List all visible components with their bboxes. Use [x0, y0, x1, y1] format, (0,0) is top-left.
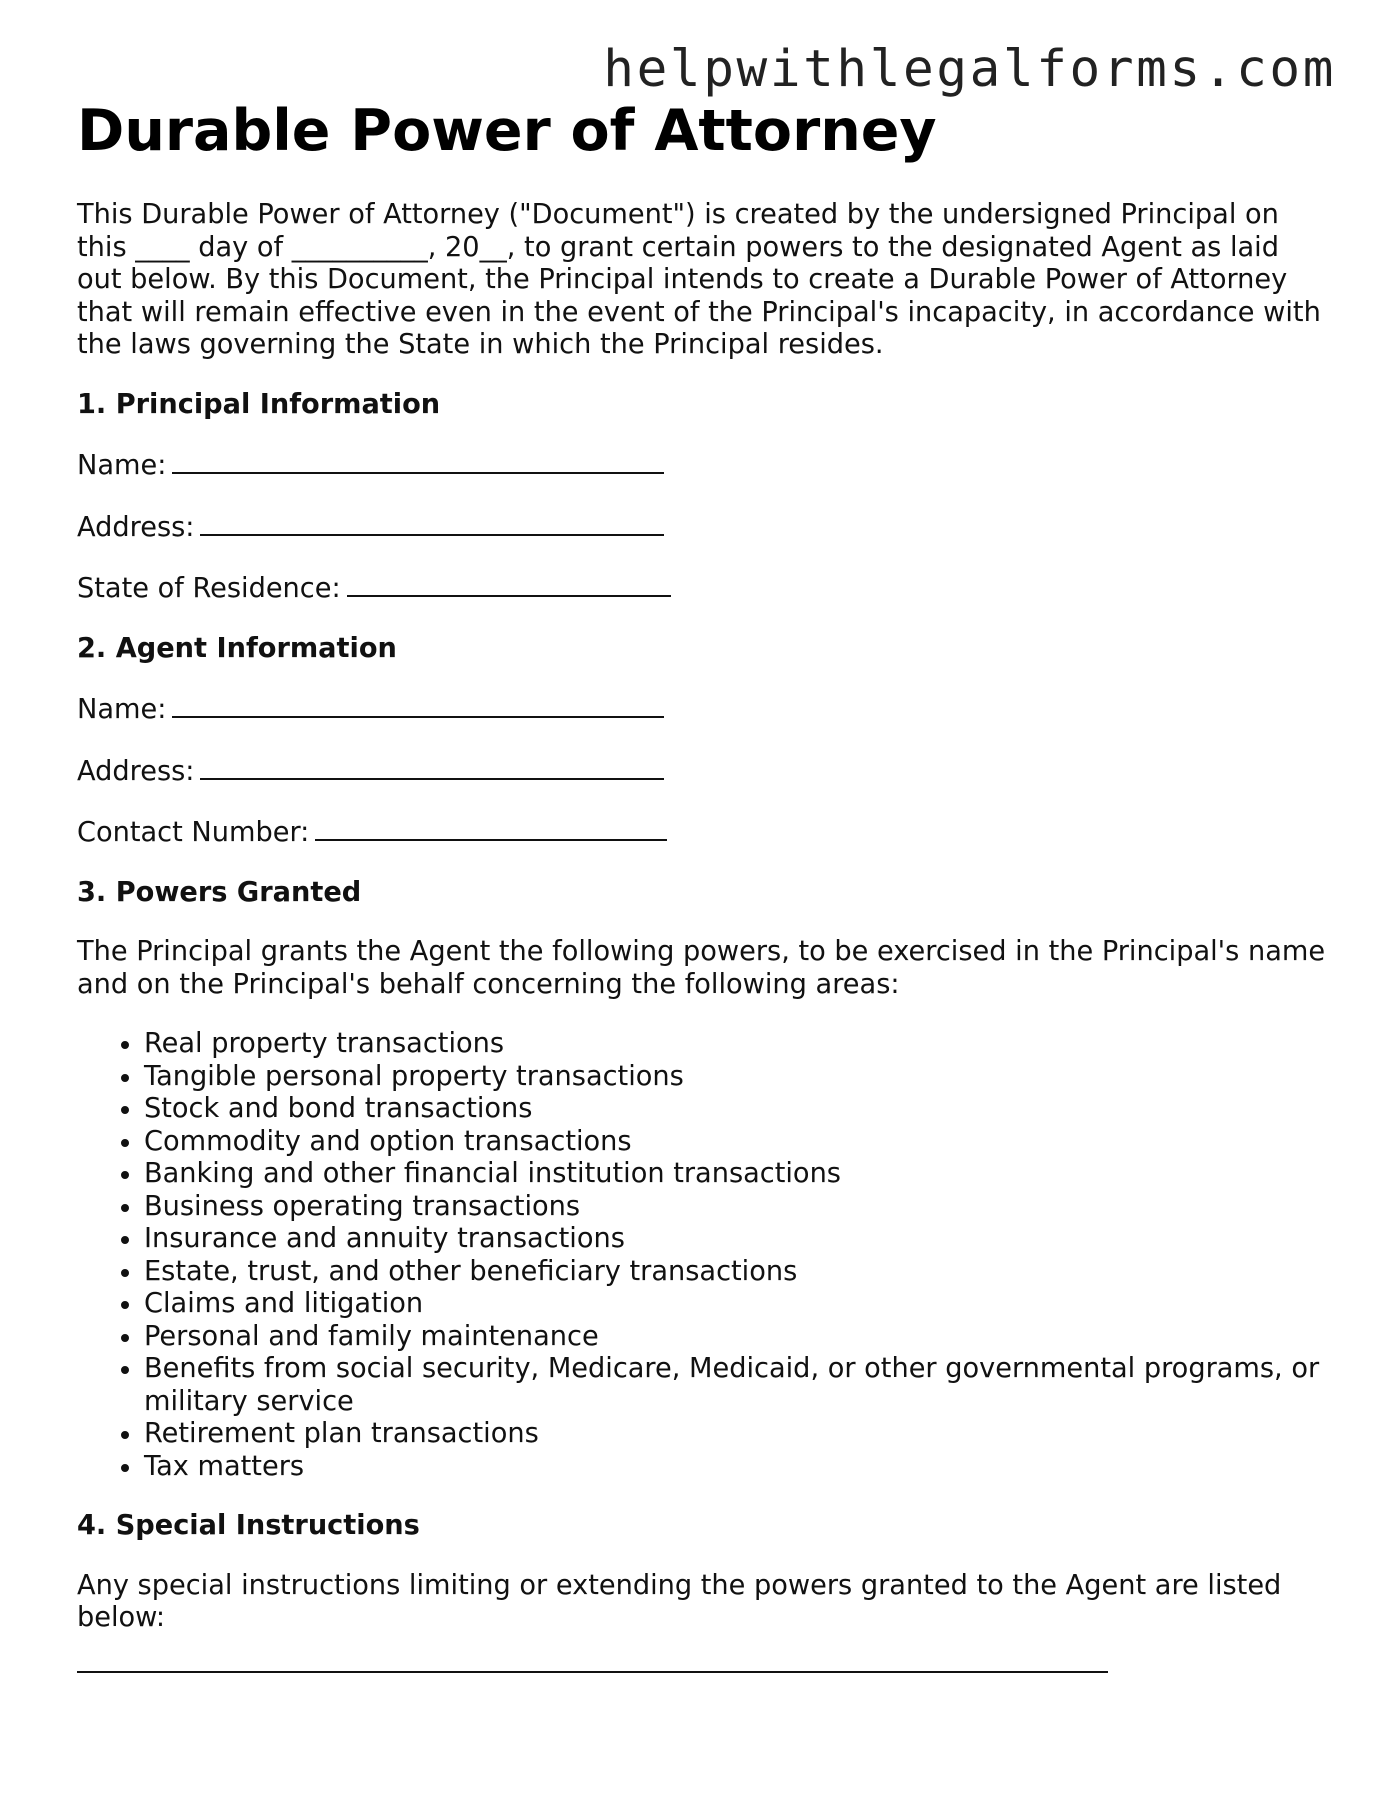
list-item: Banking and other financial institution transactions — [144, 1158, 1327, 1191]
list-item: Commodity and option transactions — [144, 1126, 1327, 1159]
list-item: Tangible personal property transactions — [144, 1061, 1327, 1094]
principal-address-field — [77, 510, 1327, 545]
principal-heading: 1. Principal Information — [77, 388, 441, 420]
list-item: Tax matters — [144, 1451, 1327, 1484]
list-item: Business operating transactions — [144, 1191, 1327, 1224]
document-body — [77, 199, 1327, 1673]
principal-address-label: Address: — [77, 511, 195, 543]
list-item: Insurance and annuity transactions — [144, 1223, 1327, 1256]
list-item: Estate, trust, and other beneficiary transactions — [144, 1256, 1327, 1289]
site-watermark: helpwithlegalforms.com — [603, 40, 1336, 99]
agent-heading: 2. Agent Information — [77, 632, 397, 664]
principal-name-blank[interactable] — [172, 448, 664, 474]
powers-heading: 3. Powers Granted — [77, 876, 362, 908]
powers-paragraph: The Principal grants the Agent the following powers, to be exercised in the Principal's name and on the Principal's behalf concerning the following areas: — [77, 936, 1326, 1000]
agent-contact-label: Contact Number: — [77, 817, 310, 848]
agent-address-label: Address: — [77, 755, 195, 787]
agent-name-label: Name: — [77, 694, 167, 725]
special-paragraph: Any special instructions limiting or extending the powers granted to the Agent are listed below: — [77, 1569, 1282, 1633]
list-item: Benefits from social security, Medicare, Medicaid, or other governmental programs, or military service — [144, 1353, 1327, 1418]
document-title: Durable Power of Attorney — [77, 98, 937, 164]
list-item: Real property transactions — [144, 1028, 1327, 1061]
principal-name-label: Name: — [77, 450, 167, 481]
agent-contact-blank[interactable] — [315, 815, 667, 841]
special-heading: 4. Special Instructions — [77, 1510, 420, 1541]
intro-paragraph: This Durable Power of Attorney ("Document") is created by the undersigned Principal on this ____ day of __________, 20__, to grant certain powers to the designated Agent as laid out below. By this Document, the Principal intends to create a Durable Power of Attorney that will remain effective even in the event of the Principal's incapacity, in accordance with the laws governing the State in which the Principal resides. — [77, 199, 1321, 360]
agent-address-blank[interactable] — [200, 754, 664, 780]
powers-list — [77, 1028, 1327, 1483]
agent-name-blank[interactable] — [172, 692, 664, 718]
list-item: Personal and family maintenance — [144, 1321, 1327, 1354]
principal-state-blank[interactable] — [347, 571, 671, 597]
agent-address-field — [77, 754, 1327, 789]
agent-name-field — [77, 692, 1327, 727]
list-item: Retirement plan transactions — [144, 1418, 1327, 1451]
list-item: Claims and litigation — [144, 1288, 1327, 1321]
principal-name-field — [77, 448, 1327, 483]
agent-contact-field — [77, 815, 1327, 850]
principal-state-field — [77, 571, 1327, 606]
list-item: Stock and bond transactions — [144, 1093, 1327, 1126]
principal-state-label: State of Residence: — [77, 573, 341, 604]
principal-address-blank[interactable] — [200, 510, 664, 536]
special-instructions-blank[interactable] — [77, 1671, 1108, 1673]
